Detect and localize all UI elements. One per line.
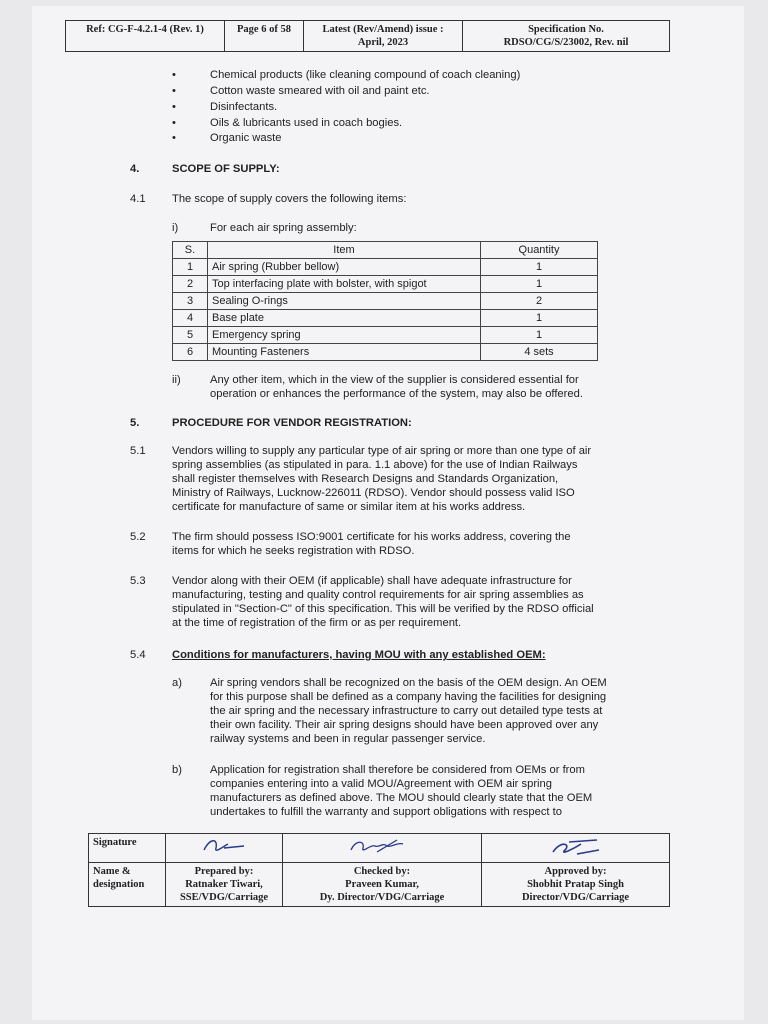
sub-item-number: a) [172,677,182,689]
prepared-by-cell: Prepared by: Ratnaker Tiwari, SSE/VDG/Carriage [166,863,283,907]
table-row: 4 Base plate 1 [173,310,598,327]
paragraph-number: 4.1 [130,193,146,205]
subsection-title: Conditions for manufacturers, having MOU with any established OEM: [172,649,546,661]
paragraph-text: The scope of supply covers the following items: [172,193,407,205]
sub-item-text: Application for registration shall therefore be considered from OEMs or from companies entering into a valid MOU/Agreement with OEM air spring manufacturers as defined above. The MOU should clearly state that the OEM undertakes to fulfill the warranty and support obligations with respect to [210,764,593,818]
handwritten-signature [166,834,283,863]
document-header-table [65,20,670,52]
handwritten-signature [283,834,482,863]
approved-by-cell: Approved by: Shobhit Pratap Singh Director/VDG/Carriage [482,863,670,907]
table-header-row: S. Item Quantity [173,242,598,259]
signature-label: Signature [89,834,166,863]
scope-of-supply-table [172,241,598,361]
sub-item-text: For each air spring assembly: [210,222,357,234]
paragraph-number: 5.2 [130,531,146,543]
name-designation-label: Name & designation [89,863,166,907]
section-title: PROCEDURE FOR VENDOR REGISTRATION: [172,417,412,429]
table-row: 6 Mounting Fasteners 4 sets [173,344,598,361]
page-number-cell: Page 6 of 58 [225,21,304,52]
sub-item-number: i) [172,222,179,234]
section-title: SCOPE OF SUPPLY: [172,163,280,175]
sub-item-text: Any other item, which in the view of the supplier is considered essential for operation or enhances the performance of the system, may also be offered. [210,374,583,400]
signature-table [88,833,670,907]
table-row: 3 Sealing O-rings 2 [173,293,598,310]
paragraph-text: The firm should possess ISO:9001 certificate for his works address, covering the items for which he seeks registration with RDSO. [172,531,571,557]
spec-number-cell: Specification No. RDSO/CG/S/23002, Rev. nil [463,21,670,52]
paragraph-text: Vendor along with their OEM (if applicable) shall have adequate infrastructure for manufacturing, testing and quality control requirements for air spring assemblies as stipulated in "Section-C" of this specification. This will be verified by the RDSO official at the time of registration of the firm or as per requirement. [172,575,594,629]
section-number: 4. [130,163,140,175]
handwritten-signature [482,834,670,863]
sub-item-number: ii) [172,374,181,386]
paragraph-number: 5.3 [130,575,146,587]
sub-item-number: b) [172,764,182,776]
checked-by-cell: Checked by: Praveen Kumar, Dy. Director/VDG/Carriage [283,863,482,907]
paragraph-number: 5.1 [130,445,146,457]
table-row: 5 Emergency spring 1 [173,327,598,344]
latest-issue-cell: Latest (Rev/Amend) issue : April, 2023 [304,21,463,52]
section-number: 5. [130,417,140,429]
sub-item-text: Air spring vendors shall be recognized on the basis of the OEM design. An OEM for this purpose shall be defined as a company having the facilities for designing the air spring and the necessary infrastructure to carry out detailed type tests at their own facility. Their air spring designs should have been approved over any railway systems and been in regular passenger service. [210,677,607,745]
paragraph-number: 5.4 [130,649,146,661]
paragraph-text: Vendors willing to supply any particular type of air spring or more than one type of air spring assemblies (as stipulated in para. 1.1 above) for the use of Indian Railways shall register themselves with Research Designs and Standards Organization, Ministry of Railways, Lucknow-226011 (RDSO). Vendor should possess valid ISO certificate for manufacture of same or similar item at his works address. [172,445,592,513]
ref-cell: Ref: CG-F-4.2.1-4 (Rev. 1) [66,21,225,52]
table-row: 1 Air spring (Rubber bellow) 1 [173,259,598,276]
table-row: 2 Top interfacing plate with bolster, with spigot 1 [173,276,598,293]
